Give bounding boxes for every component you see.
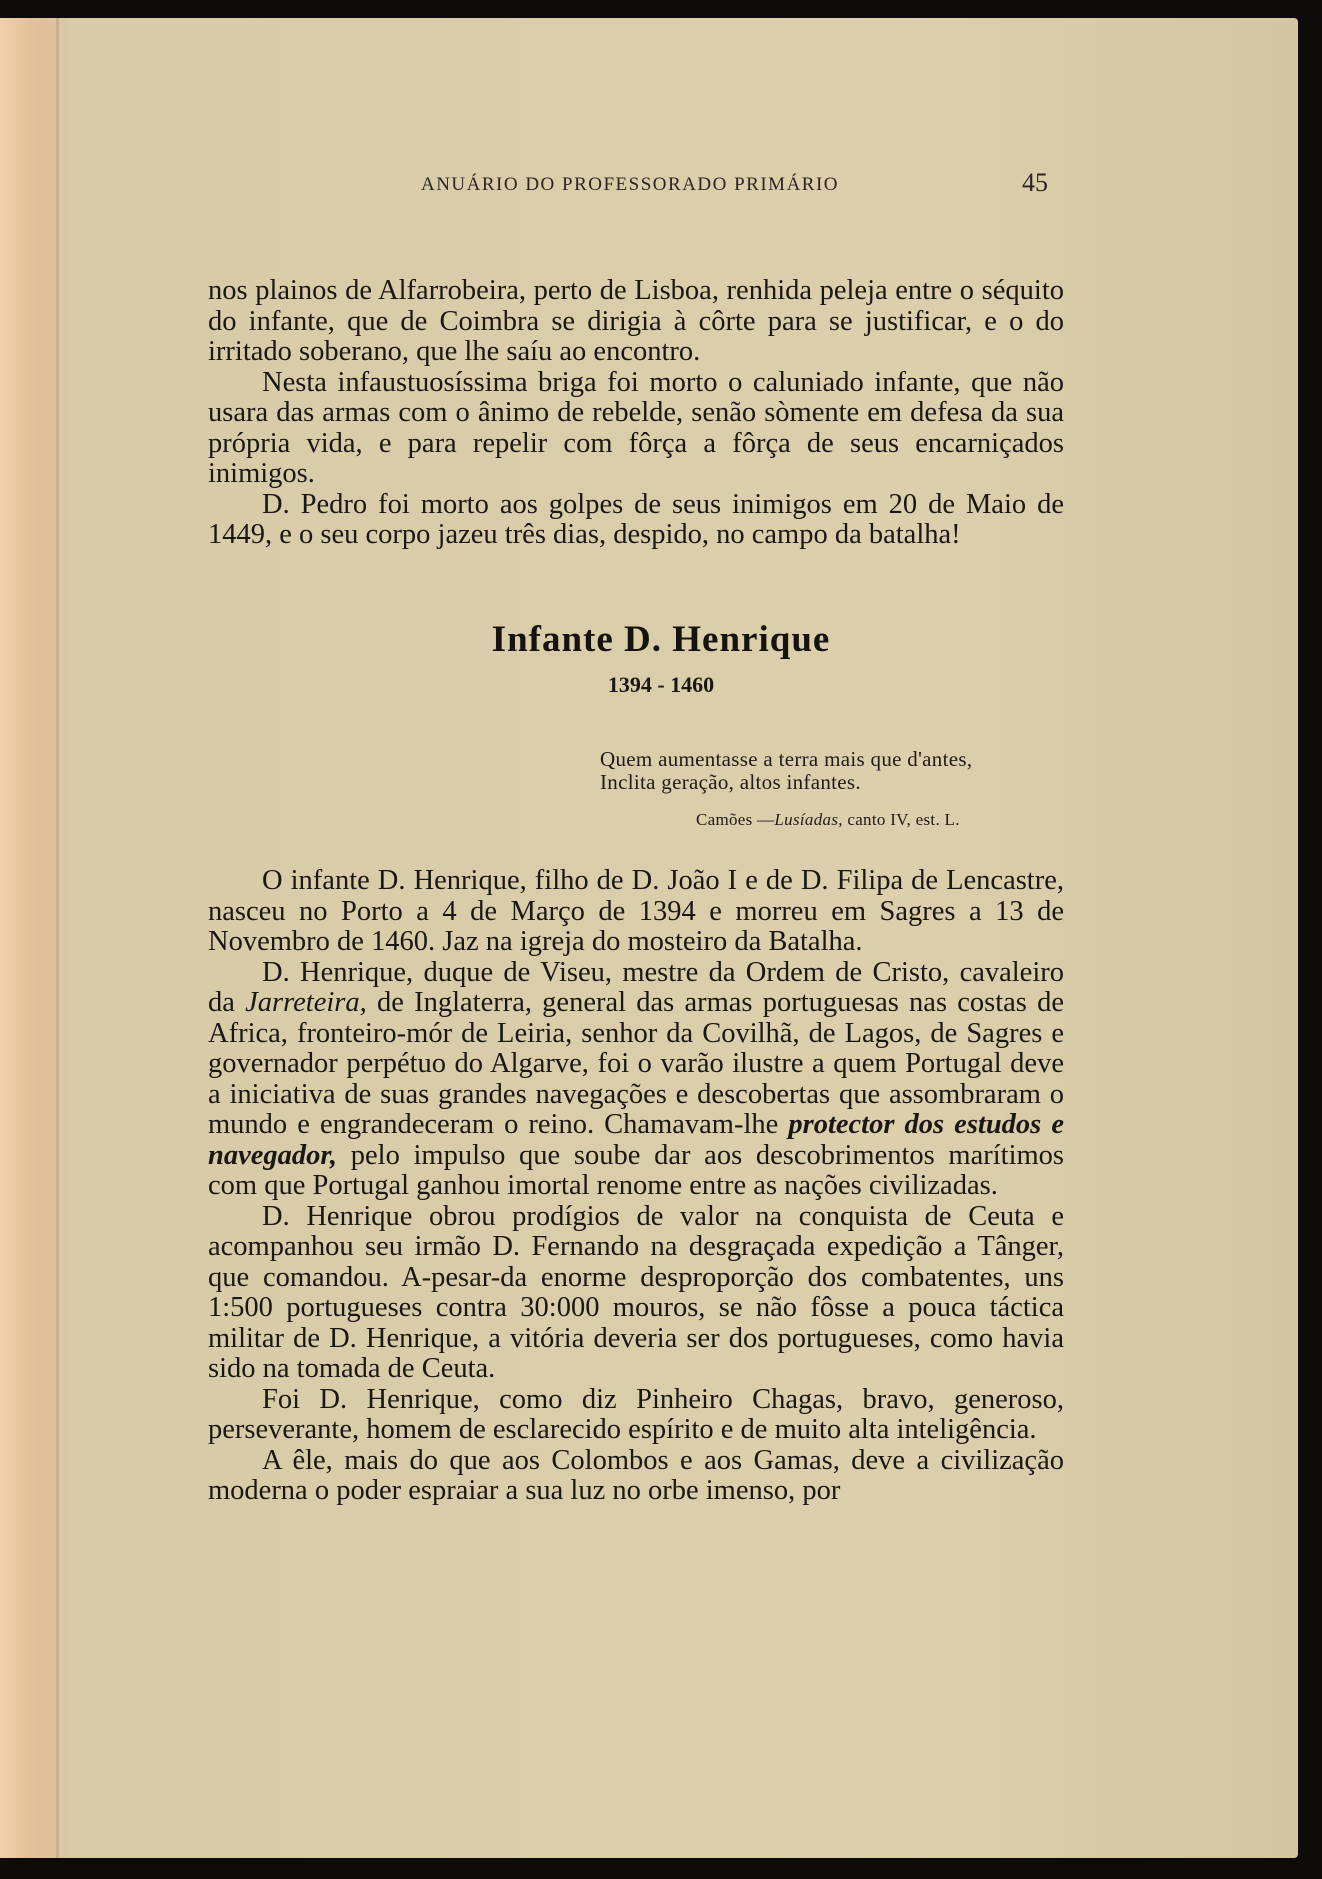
page-number: 45 bbox=[1022, 168, 1048, 197]
text-run: de Inglaterra, general das armas portuguesas nas costas de Africa, fronteiro-mór de Leiria, senhor da Covilhã, de Lagos, de Sagres e governador perpétuo do Algarve, foi o varão ilustre a quem Portugal deve a iniciativa de suas grandes navegações e descobertas que assombraram o mundo e engrandeceram o reino. Chamavam-lhe bbox=[208, 987, 1065, 1140]
running-header: ANUÁRIO DO PROFESSORADO PRIMÁRIO bbox=[420, 174, 840, 195]
section-title: Infante D. Henrique bbox=[491, 619, 831, 660]
book-page bbox=[0, 18, 1298, 1858]
bold-italic-term: protector dos estudos e navegador, bbox=[208, 1109, 1064, 1171]
epigraph-line: Quem aumentasse a terra mais que d'antes, bbox=[600, 747, 973, 771]
epigraph-citation bbox=[696, 810, 1076, 830]
biography-text-block bbox=[208, 866, 1064, 1507]
paragraph: Foi D. Henrique, como diz Pinheiro Chagas, bravo, generoso, perseverante, homem de esclarecido espírito e de muito alta inteligência. bbox=[208, 1383, 1064, 1445]
page-edge bbox=[56, 18, 59, 1858]
paragraph: Nesta infaustuosíssima briga foi morto o caluniado infante, que não usara das armas com o ânimo de rebelde, senão sòmente em defesa da sua própria vida, e para repelir com fôrça a fôrça de seus encarniçados inimigos. bbox=[208, 366, 1064, 489]
continued-text-block bbox=[208, 276, 1064, 551]
citation-work: Lusíadas, bbox=[774, 810, 843, 829]
epigraph bbox=[600, 748, 1070, 794]
paragraph: D. Pedro foi morto aos golpes de seus inimigos em 20 de Maio de 1449, e o seu corpo jazeu três dias, despido, no campo da batalha! bbox=[208, 488, 1064, 550]
text-run: pelo impulso que soube dar aos descobrimentos marítimos com que Portugal ganhou imortal renome entre as nações civilizadas. bbox=[208, 1139, 1065, 1201]
italic-term: Jarreteira, bbox=[245, 987, 367, 1018]
paragraph: A êle, mais do que aos Colombos e aos Gamas, deve a civilização moderna o poder espraiar a sua luz no orbe imenso, por bbox=[208, 1444, 1064, 1506]
citation-location: canto IV, est. L. bbox=[847, 810, 960, 829]
paragraph bbox=[208, 958, 1064, 1202]
paragraph: nos plainos de Alfarrobeira, perto de Lisboa, renhida peleja entre o séquito do infante, que de Coimbra se dirigia à côrte para se justificar, e o do irritado soberano, que lhe saíu ao encontro. bbox=[208, 275, 1064, 367]
epigraph-line: Inclita geração, altos infantes. bbox=[600, 770, 861, 794]
paragraph: O infante D. Henrique, filho de D. João I e de D. Filipa de Lencastre, nasceu no Porto a 4 de Março de 1394 e morreu em Sagres a 13 de Novembro de 1460. Jaz na igreja do mosteiro da Batalha. bbox=[208, 865, 1064, 957]
citation-author: Camões — bbox=[696, 810, 775, 829]
text-run: D. Henrique, duque de Viseu, mestre da Ordem de Cristo, cavaleiro da bbox=[208, 956, 1064, 1018]
section-years: 1394 - 1460 bbox=[607, 672, 715, 697]
paragraph: D. Henrique obrou prodígios de valor na conquista de Ceuta e acompanhou seu irmão D. Fernando na desgraçada expedição a Tânger, que comandou. A-pesar-da enorme desproporção dos combatentes, uns 1:500 portugueses contra 30:000 mouros, se não fôsse a pouca táctica militar de D. Henrique, a vitória deveria ser dos portugueses, como havia sido na tomada de Ceuta. bbox=[208, 1200, 1064, 1384]
